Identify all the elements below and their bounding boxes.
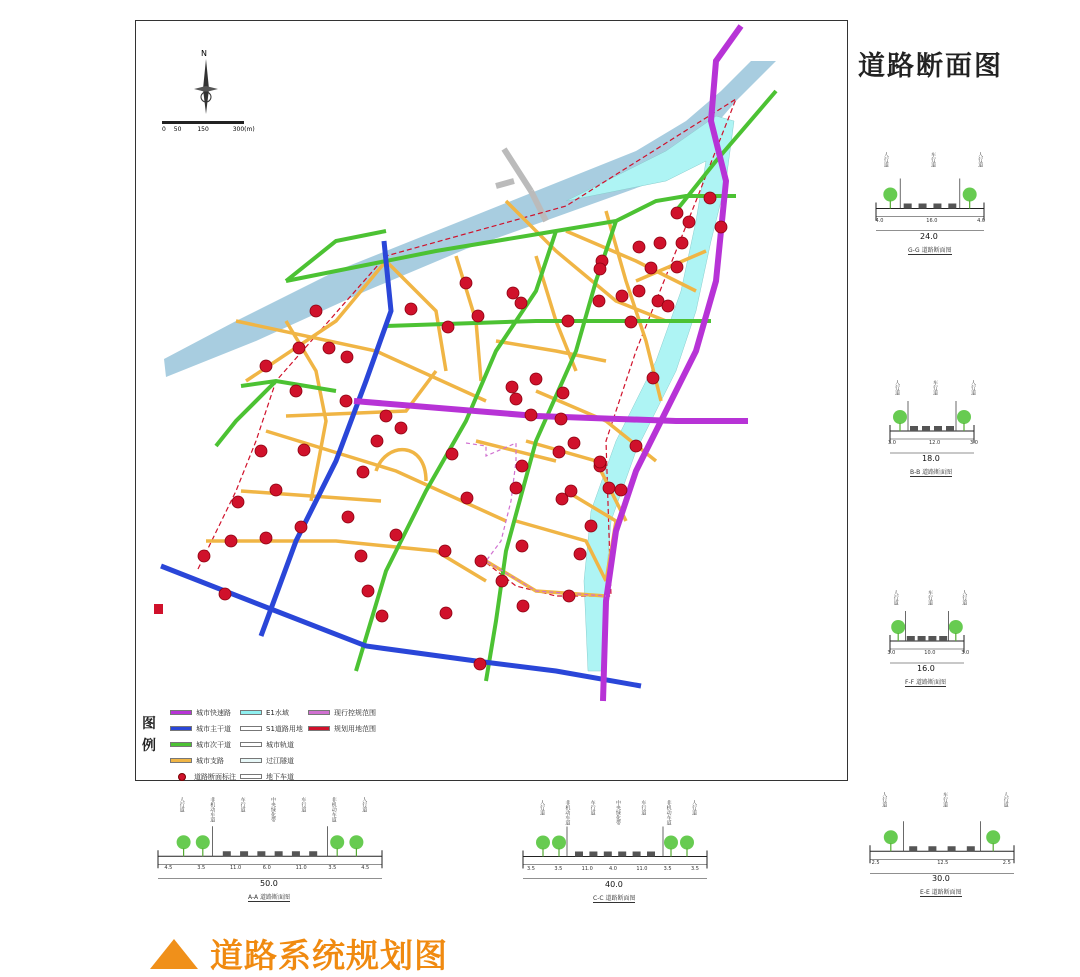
legend-label: 城市支路 [196,756,224,765]
section-marker[interactable] [295,521,307,533]
north-label: N [201,49,207,58]
section-marker[interactable] [574,548,586,560]
section-marker[interactable] [475,555,487,567]
legend-swatch [170,710,192,715]
section-total-width: 16.0 [917,664,935,673]
compass-icon [194,59,218,119]
section-marker[interactable] [376,610,388,622]
section-lane-label: 人行道 [892,590,899,605]
legend-swatch [240,758,262,763]
section-total-width: 40.0 [605,879,623,889]
section-dim: 2.5 [871,860,880,867]
section-marker[interactable] [553,446,565,458]
map-legend [140,701,440,779]
section-marker[interactable] [525,409,537,421]
section-dim: 4.0 [977,217,986,224]
section-dim: 12.0 [929,440,941,446]
section-marker[interactable] [395,422,407,434]
scale-50: 50 [173,126,182,133]
legend-item [240,739,294,750]
legend-item [240,771,294,782]
section-lane-label: 中央绿化带 [615,800,621,825]
section-marker[interactable] [371,435,383,447]
section-dim: 4.5 [361,865,370,872]
legend-label: 现行控规范围 [334,708,376,717]
section-marker[interactable] [585,520,597,532]
section-dim: 4.0 [875,217,884,224]
section-marker[interactable] [568,437,580,449]
legend-swatch [170,758,192,763]
section-lane-label: 人行道 [977,152,984,167]
legend-swatch [240,742,262,747]
section-marker[interactable] [405,303,417,315]
section-total-width: 18.0 [922,454,940,463]
section-card-F-F [882,586,972,686]
branch-roads [206,201,706,596]
section-marker[interactable] [565,485,577,497]
section-dim: 11.0 [230,865,242,872]
scale-0: 0 [162,126,166,133]
section-marker[interactable] [603,482,615,494]
section-lane-label: 车行道 [239,797,246,812]
triangle-icon [150,939,198,969]
section-dim: 11.0 [581,865,593,872]
section-marker[interactable] [293,342,305,354]
section-marker[interactable] [496,575,508,587]
section-marker[interactable] [323,342,335,354]
section-card-G-G [868,148,992,258]
section-marker[interactable] [630,440,642,452]
secondary-roads [216,91,776,681]
legend-title: 图例 [142,716,156,754]
legend-label: 规划用地范围 [334,724,376,733]
scale-bar [162,121,255,133]
section-marker[interactable] [616,290,628,302]
section-dim: 11.0 [636,865,648,872]
section-lane-label: 人行道 [970,380,976,395]
section-marker[interactable] [510,482,522,494]
legend-label: 城市主干道 [196,724,231,733]
section-total-width: 24.0 [920,231,938,241]
section-marker[interactable] [683,216,695,228]
section-dim: 3.5 [554,865,563,872]
legend-item [170,771,236,782]
section-dim: 3.5 [527,865,535,872]
section-dim: 12.5 [937,860,949,867]
legend-swatch [240,710,262,715]
section-marker[interactable] [594,263,606,275]
section-marker[interactable] [461,492,473,504]
section-dim: 3.5 [197,865,206,872]
section-lane-label: 人行道 [539,800,545,815]
section-marker[interactable] [647,372,659,384]
section-marker[interactable] [362,585,374,597]
section-marker[interactable] [562,315,574,327]
section-caption: B-B 道路断面图 [910,469,953,476]
legend-item [240,723,303,734]
section-marker[interactable] [355,550,367,562]
section-lane-label: 非机动车道 [564,800,571,825]
section-marker[interactable] [671,207,683,219]
section-marker[interactable] [255,445,267,457]
section-lane-label: 人行道 [894,380,900,395]
section-caption: E-E 道路断面图 [920,889,962,897]
section-card-A-A [150,793,390,908]
section-lane-label: 人行道 [881,792,888,807]
section-caption: A-A 道路断面图 [248,894,291,902]
road-network-map [136,21,848,781]
legend-label: 道路断面标注 [194,772,236,781]
section-card-B-B [882,376,982,476]
section-marker[interactable] [472,310,484,322]
section-lane-label: 车行道 [927,590,933,605]
section-marker[interactable] [563,590,575,602]
footer-title-text: 道路系统规划图 [210,936,448,975]
section-marker[interactable] [380,410,392,422]
arterial-roads [161,241,641,686]
map-frame [135,20,848,781]
section-marker[interactable] [530,373,542,385]
section-marker[interactable] [506,381,518,393]
section-dim: 4.5 [164,865,173,872]
legend-swatch [170,726,192,731]
section-marker[interactable] [341,351,353,363]
legend-swatch [178,773,186,781]
section-marker[interactable] [515,297,527,309]
section-marker[interactable] [390,529,402,541]
legend-swatch [240,726,262,731]
section-marker[interactable] [298,444,310,456]
section-lane-label: 人行道 [361,797,368,812]
section-dim: 11.0 [295,865,307,872]
section-marker[interactable] [232,496,244,508]
legend-red-mark [154,604,163,614]
legend-label: S1道路用地 [266,724,303,733]
section-lane-label: 车行道 [300,797,307,812]
section-dim: 3.0 [970,440,978,446]
section-marker[interactable] [198,550,210,562]
section-total-width: 30.0 [932,874,950,884]
section-marker[interactable] [625,316,637,328]
legend-label: 城市轨道 [266,740,294,749]
section-marker[interactable] [704,192,716,204]
legend-label: 过江隧道 [266,756,294,765]
legend-item [240,707,289,718]
section-lane-label: 中央绿化带 [270,797,276,822]
section-marker[interactable] [645,262,657,274]
legend-swatch [170,742,192,747]
section-marker[interactable] [507,287,519,299]
legend-item [308,723,376,734]
legend-item [170,707,231,718]
section-marker[interactable] [460,277,472,289]
section-lane-label: 车行道 [932,380,938,395]
legend-swatch [308,726,330,731]
section-marker[interactable] [676,237,688,249]
section-marker[interactable] [662,300,674,312]
section-marker[interactable] [225,535,237,547]
scale-150: 150 [197,126,209,133]
section-lane-label: 车行道 [640,800,647,815]
section-lane-label: 人行道 [178,797,185,812]
section-marker[interactable] [474,658,486,670]
section-caption: C-C 道路断面图 [593,894,636,902]
section-lane-label: 车行道 [942,792,948,807]
section-dim: 16.0 [926,217,938,224]
section-marker[interactable] [310,305,322,317]
section-marker[interactable] [510,393,522,405]
section-lane-label: 车行道 [589,800,596,815]
section-marker[interactable] [593,295,605,307]
section-marker[interactable] [340,395,352,407]
legend-label: 城市快速路 [196,708,231,717]
section-lane-label: 人行道 [691,800,697,815]
section-marker[interactable] [715,221,727,233]
section-marker[interactable] [615,484,627,496]
section-lane-label: 人行道 [961,590,968,605]
section-lane-label: 人行道 [882,152,889,167]
section-marker[interactable] [357,466,369,478]
section-dim: 6.0 [262,865,271,872]
section-caption: F-F 道路断面图 [905,679,946,686]
section-lane-label: 非机动车道 [665,800,672,825]
legend-label: 地下车道 [266,772,294,781]
section-dim: 4.0 [609,865,617,872]
section-dim: 10.0 [924,650,936,656]
section-marker[interactable] [442,321,454,333]
section-marker[interactable] [654,237,666,249]
section-total-width: 50.0 [260,879,278,889]
section-dim: 3.5 [328,865,337,872]
section-marker[interactable] [633,285,645,297]
legend-label: E1水域 [266,708,289,717]
section-marker[interactable] [594,456,606,468]
section-marker[interactable] [219,588,231,600]
section-dim: 3.0 [887,650,896,656]
legend-label: 城市次干道 [196,740,231,749]
scale-300: 300(m) [232,126,255,133]
section-marker[interactable] [342,511,354,523]
section-dim: 3.5 [691,865,699,872]
legend-swatch [240,774,262,779]
section-marker[interactable] [260,532,272,544]
legend-item [170,739,231,750]
section-lane-label: 非机动车道 [209,797,216,822]
section-lane-label: 人行道 [1002,792,1009,807]
section-marker[interactable] [439,545,451,557]
footer-title [150,930,448,977]
legend-item [240,755,294,766]
legend-swatch [308,710,330,715]
section-marker[interactable] [557,387,569,399]
section-marker[interactable] [517,600,529,612]
section-marker[interactable] [516,540,528,552]
section-marker[interactable] [633,241,645,253]
section-lane-label: 非机动车道 [330,797,337,822]
section-dim: 3.5 [663,865,672,872]
section-marker[interactable] [290,385,302,397]
section-marker[interactable] [270,484,282,496]
section-lane-label: 车行道 [930,152,936,167]
section-marker[interactable] [260,360,272,372]
section-card-C-C [515,796,715,906]
legend-item [170,755,224,766]
section-dim: 2.5 [1002,860,1011,867]
legend-item [308,707,376,718]
section-title: 道路断面图 [858,51,1003,82]
section-marker[interactable] [555,413,567,425]
section-dim: 3.0 [888,440,896,446]
section-marker[interactable] [440,607,452,619]
legend-item [170,723,231,734]
section-marker[interactable] [516,460,528,472]
section-marker[interactable] [671,261,683,273]
section-caption: G-G 道路断面图 [908,246,952,254]
section-marker[interactable] [446,448,458,460]
section-card-E-E [862,788,1022,903]
section-dim: 3.0 [961,650,970,656]
